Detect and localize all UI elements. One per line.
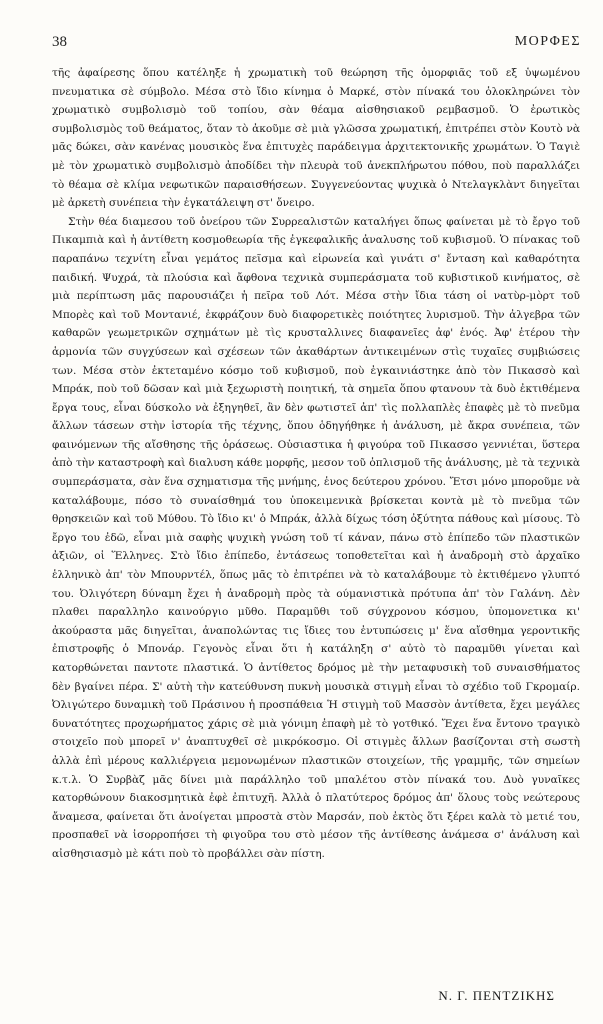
article-paragraph: τῆς ἀφαίρεσης ὅπου κατέληξε ἡ χρωματικὴ τοῦ θεώρηση τῆς ὁμορφιᾶς τοῦ εξ ὑψωμένου πνευματικα σὲ σύμβολο. Μέσα στὸ ἴδιο κίνημα ὁ Μαρκέ, στὸν πίνακά του ὁλοκληρώνει τὸν χρωματικὸ συμβολισμὸ τοῦ τοπίου, σὰν θέαμα αἰσθησιακοῦ ρεμβασμοῦ. Ὁ ἐρωτικὸς συμβολισμὸς τοῦ θεάματος, ὅταν τὸ ἀκοῦμε σὲ μιὰ γλῶσσα χρωματική, ἐπιτρέπει στὸν Κουτὸ νὰ μᾶς δώκει, σὰν κανένας μουσικὸς ἕνα ἐπιτυχὲς παράδειγμα ἀρχιτεκτονικῆς χρωμάτων. Ὁ Ταγιὲ μὲ τὸν χρωματικὸ συμβολισμὸ ἀποδίδει τὴν πλευρὰ τοῦ ἀνεκπλήρωτου πόθου, ποὺ παραλλάζει τὸ θέαμα σὲ κλίμα νεφωτικῶν παραισθήσεων. Συγγενεύοντας ψυχικὰ ὁ Ντελαγκλὰντ διηγεῖται μὲ ἀρκετὴ συνέπεια τὴν ἐγκατάλειψη στ' ὄνειρο.: [52, 67, 580, 210]
running-head-title: ΜΟΡΦΕΣ: [514, 34, 581, 49]
author-signature: Ν. Γ. ΠΕΝΤΖΙΚΗΣ: [438, 988, 555, 1003]
page-header: [52, 34, 581, 56]
article-paragraph: Στὴν θέα διαμεσου τοῦ ὀνείρου τῶν Συρρεαλιστῶν καταλήγει ὅπως φαίνεται μὲ τὸ ἔργο τοῦ Πικαμπιὰ καὶ ἡ ἀντίθετη κοσμοθεωρία τῆς ἐγκεφαλικῆς ἀναλυσης τοῦ κυβισμοῦ. Ὁ πίνακας τοῦ παραπάνω τεχνίτη εἶναι γεμάτος πεῖσμα καὶ εἰρωνεία καὶ γινάτι σ' ἔνταση καὶ καθαρότητα παιδική. Ψυχρά, τὰ πλούσια καὶ ἄφθονα τεχνικὰ συμπεράσματα τοῦ κυβιστικοῦ κινήματος, σὲ μιὰ περίπτωση μᾶς παρουσιάζει ἡ πεῖρα τοῦ Λότ. Μέσα στὴν ἴδια τάση οἱ νατὺρ-μὸρτ τοῦ Μπορὲς καὶ τοῦ Μοντανιέ, ἐκφράζουν δυὸ διαφορετικὲς ποιότητες λυρισμοῦ. Τὴν ἀλγεβρα τῶν καθαρῶν γεωμετρικῶν σχημάτων μὲ τὶς κρυσταλλινες διαφανεῖες ἀφ' ἑνός. Ἀφ' ἑτέρου τὴν ἁρμονία τῶν συγχύσεων καὶ σχέσεων τῶν ἀκαθάρτων ἀντικειμένων στὶς τυχαῖες συμβιώσεις των. Μέσα στὸν ἐκτεταμένο κόσμο τοῦ κυβισμοῦ, ποὺ ἐγκαινιάστηκε ἀπὸ τὸν Πικασσὸ καὶ Μπράκ, ποὺ τοῦ δῶσαν καὶ μιὰ ξεχωριστὴ ποιητική, τὰ σημεῖα ὅπου φτανουν τὰ δυὸ ἐκτιθέμενα ἔργα τους, εἶναι δύσκολο νὰ ἐξηγηθεῖ, ἂν δὲν φωτιστεῖ ἀπ' τὶς πολλαπλὲς ἐπαφὲς μὲ τὸ πνεῦμα ἄλλων τάσεων στὴν ἱστορία τῆς τέχνης, ὅπου ὁδηγήθηκε ἡ ἀνάλυση, μὲ ἄκρα συνέπεια, τῶν φαινόμενων τῆς αἴσθησης τῆς ὁράσεως. Οὐσιαστικα ἡ φιγούρα τοῦ Πικασσο γεννιέται, ὕστερα ἀπὸ τὴν καταστροφὴ καὶ διαλυση κάθε μορφῆς, μεσον τοῦ ὁπλισμοῦ τῆς ἀνάλυσης, μὲ τὰ τεχνικὰ συμπεράσματα, σὰν ἕνα σχηματισμα τῆς μνήμης, ἑνος δεύτερου χρόνου. Ἔτσι μόνο μποροῦμε νὰ καταλάβουμε, πόσο τὸ συναίσθημά του ὑποκειμενικὰ βρίσκεται κοντὰ μὲ τὸ πνεῦμα τῶν θρησκειῶν καὶ τοῦ Μύθου. Τὸ ἴδιο κι' ὁ Μπράκ, ἀλλὰ δίχως τόση ὀξύτητα πάθους καὶ μίσους. Τὸ ἔργο του ἐδῶ, εἶναι μιὰ σαφὴς ψυχικὴ γνώση τοῦ τί κάναν, πάνω στὸ ἐπίπεδο τῶν πλαστικῶν ἀξιῶν, οἱ Ἕλληνες. Στὸ ἴδιο ἐπίπεδο, ἐντάσεως τοποθετεῖται καὶ ἡ ἀναδρομὴ στὸ ἀρχαῖκο ἑλληνικὸ ἀπ' τὸν Μπουρντέλ, ὅπως μᾶς τὸ ἐπιτρέπει νὰ τὸ καταλάβουμε τὸ ἐκτιθέμενο γλυπτό του. Ὀλιγότερη δύναμη ἔχει ἡ ἀναδρομὴ πρὸς τὰ ούμανιστικὰ πρότυπα ἀπ' τὸν Γαλάνη. Δὲν πλαθει παραλληλο καινούργιο μῦθο. Παραμῦθι τοῦ σύγχρονου κόσμου, ὑπομονετικα κι' ἀκούραστα μᾶς διηγεῖται, ἀναπολώντας τις ἴδιες του ἐντυπώσεις μ' ἕνα αἴσθημα γεροντικῆς ἐπιστροφῆς ὁ Μπονάρ. Γεγονὸς εἶναι ὅτι ἡ κατάληξη σ' αὐτὸ τὸ παραμῦθι γίνεται καὶ κατορθώνεται παντοτε πλαστικά. Ὁ ἀντίθετος δρόμος μὲ τὴν μεταφυσικὴ τοῦ συναισθήματος δὲν βγαίνει πέρα. Σ' αὐτὴ τὴν κατεύθυνση πυκνὴ μουσικὰ στιγμὴ εἶναι τὸ σχέδιο τοῦ Γκρομαίρ. Ὀλιγώτερο δυναμικὴ τοῦ Πράσινου ἡ προσπάθεια Ἡ στιγμὴ τοῦ Μασσὸν ἀντίθετα, ἔχει μεγάλες δυνατότητες προχωρήματος χάρις σὲ μιὰ γόνιμη ἐπαφὴ μὲ τὸ γοτθικό. Ἔχει ἕνα ἔντονο τραγικὸ στοιχεῖο ποὺ μπορεῖ ν' ἀναπτυχθεῖ σὲ μικρόκοσμο. Οἱ στιγμὲς ἄλλων βασίζονται στὴ σωστὴ ἀλλὰ ἐπὶ μέρους καλλιέργεια μεμονωμένων πλαστικῶν στοιχείων, τῆς γραμμῆς, τῶν σημείων κ.τ.λ. Ὁ Συρβὰζ μᾶς δίνει μιὰ παράλληλο τοῦ μπαλέτου στὸν πίνακά του. Δυὸ γυναῖκες κατορθώνουν διακοσμητικὰ ἐφὲ ἐπιτυχῆ. Ἀλλὰ ὁ πλατύτερος δρόμος ἀπ' ὅλους τοὺς νεώτερους ἄναμεσα, φαίνεται ὅτι ἀνοίγεται μπροστὰ στὸν Μαρσάν, ποὺ ἐκτὸς ὅτι ξέρει καλὰ τὸ μετιέ του, προσπαθεῖ νὰ ἰσορροπήσει τὴ φιγοῦρα του στὸ μέσον τῆς ἀντίθεσης ἀνάμεσα σ' ἀνάλυση καὶ αἰσθησιασμὸ μὲ κάτι ποὺ τὸ προβάλλει σὰν πίστη.: [52, 215, 580, 860]
page-number: 38: [52, 34, 67, 50]
article-body: [52, 64, 580, 864]
